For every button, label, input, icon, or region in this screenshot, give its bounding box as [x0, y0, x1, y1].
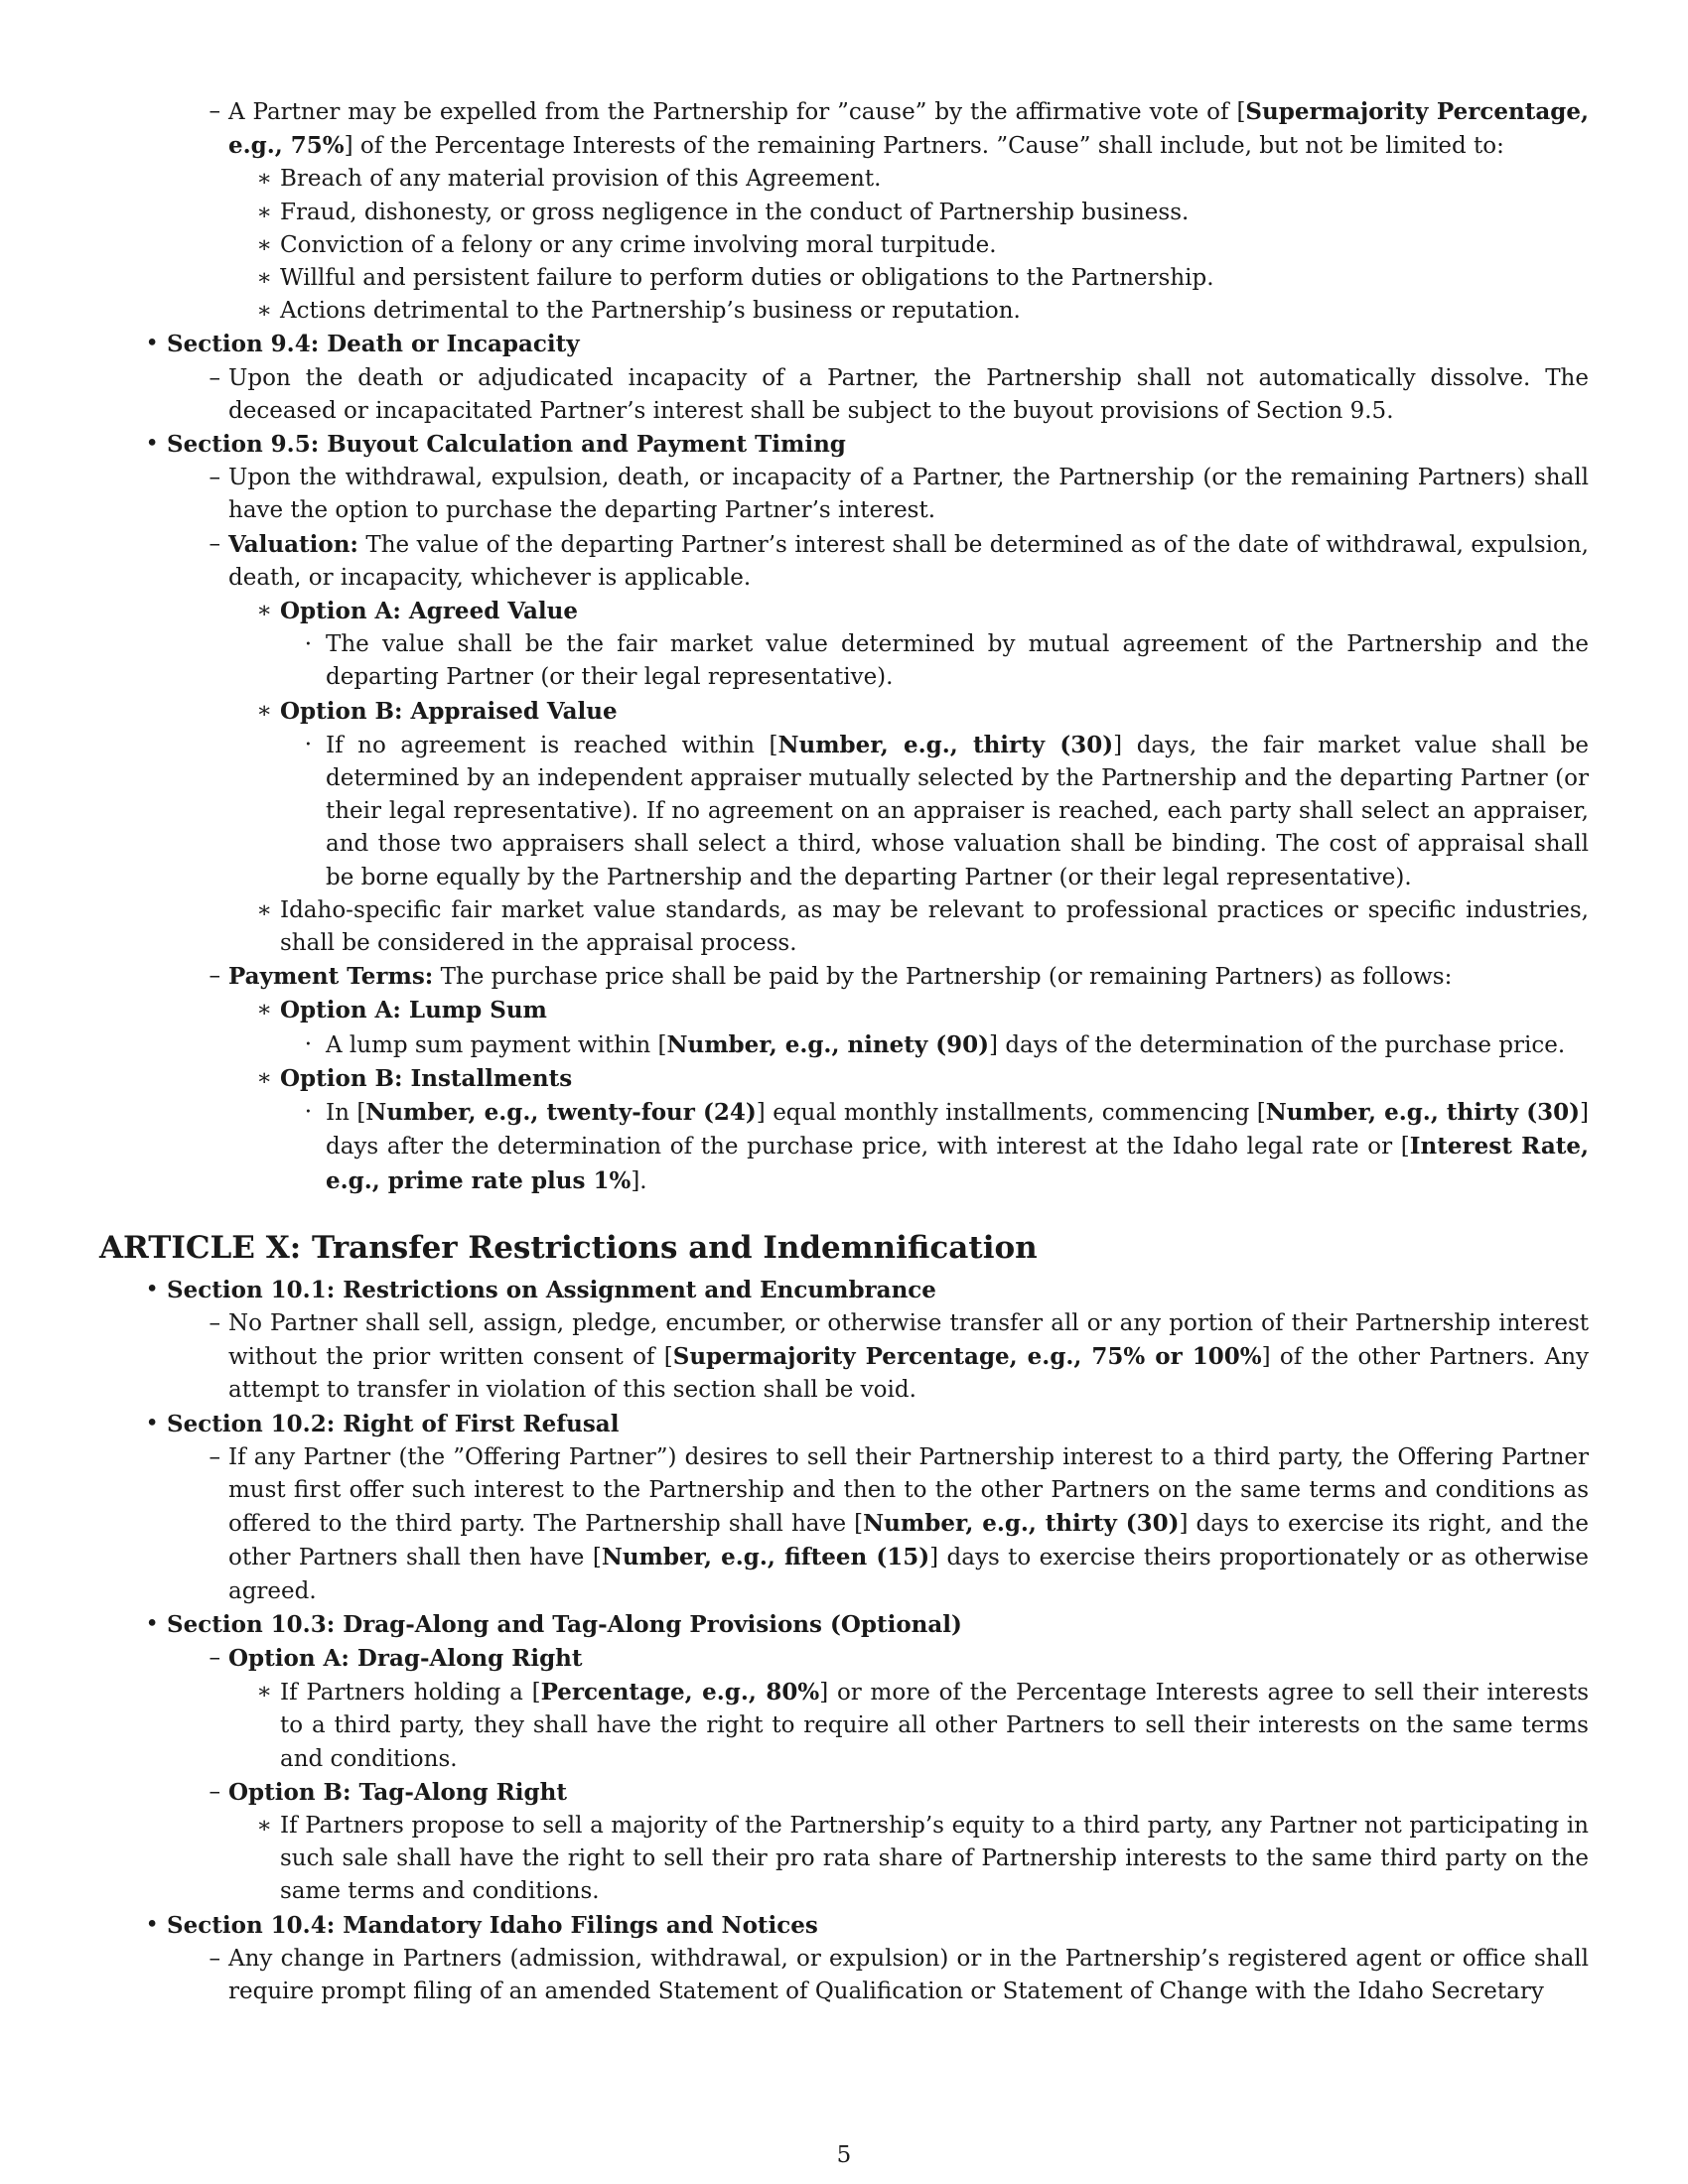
star-marker: ∗: [256, 697, 272, 724]
dot-marker: ·: [304, 631, 312, 658]
payment-terms-clause: – Payment Terms: The purchase price shall be paid by the Partnership (or remaining Partners) as follows:: [99, 960, 1589, 994]
dot-marker: ·: [304, 731, 312, 757]
dash-marker: –: [209, 1778, 220, 1805]
option-b-appraised-value-heading: ∗ Option B: Appraised Value: [99, 695, 1589, 729]
option-b-installments-heading: ∗ Option B: Installments: [99, 1062, 1589, 1096]
bullet-marker: •: [145, 1410, 159, 1436]
dash-marker: –: [209, 98, 220, 124]
bullet-marker: •: [145, 1610, 159, 1637]
star-marker: ∗: [256, 896, 272, 923]
idaho-fmv-standards: ∗ Idaho-specific fair market value standards, as may be relevant to professional practices or specific industries, shall be considered in the appraisal process.: [99, 894, 1589, 960]
dot-marker: ·: [304, 1099, 312, 1126]
section-10-1-text: – No Partner shall sell, assign, pledge, encumber, or otherwise transfer all or any portion of their Partnership interest without the prior written consent of [Supermajority Percentage, e.g., 75% or 100%] of the other Partners. Any attempt to transfer in violation of this section shall be void.: [99, 1307, 1589, 1408]
bullet-marker: •: [145, 1911, 159, 1938]
star-marker: ∗: [256, 997, 272, 1024]
cause-item: ∗ Actions detrimental to the Partnership’s business or reputation.: [99, 295, 1589, 328]
dash-marker: –: [209, 963, 220, 990]
option-b-appraised-value-text: · If no agreement is reached within [Number, e.g., thirty (30)] days, the fair market value shall be determined by an independent appraiser mutually selected by the Partnership and the departing Partner (or their legal representative). If no agreement on an appraiser is reached, each party shall select an appraiser, and those two appraisers shall select a third, whose valuation shall be binding. The cost of appraisal shall be borne equally by the Partnership and the departing Partner (or their legal representative).: [99, 729, 1589, 894]
cause-item: ∗ Willful and persistent failure to perform duties or obligations to the Partnership.: [99, 262, 1589, 295]
section-10-3-heading: • Section 10.3: Drag-Along and Tag-Along Provisions (Optional): [99, 1608, 1589, 1642]
dash-marker: –: [209, 1443, 220, 1470]
star-marker: ∗: [256, 598, 272, 624]
star-marker: ∗: [256, 298, 272, 325]
bullet-marker: •: [145, 1276, 159, 1302]
star-marker: ∗: [256, 1679, 272, 1706]
bullet-marker: •: [145, 331, 159, 357]
option-a-agreed-value-text: · The value shall be the fair market value determined by mutual agreement of the Partnership and the departing Partner (or their legal representative).: [99, 628, 1589, 694]
star-marker: ∗: [256, 1064, 272, 1091]
article-x-heading: ARTICLE X: Transfer Restrictions and Indemnification: [99, 1229, 1038, 1266]
section-10-2-heading: • Section 10.2: Right of First Refusal: [99, 1408, 1589, 1441]
valuation-clause: – Valuation: The value of the departing Partner’s interest shall be determined as of the date of withdrawal, expulsion, death, or incapacity, whichever is applicable.: [99, 528, 1589, 595]
dot-marker: ·: [304, 1030, 312, 1057]
star-marker: ∗: [256, 1812, 272, 1839]
cause-item: ∗ Fraud, dishonesty, or gross negligence in the conduct of Partnership business.: [99, 197, 1589, 229]
section-9-5-option-clause: – Upon the withdrawal, expulsion, death, or incapacity of a Partner, the Partnership (or the remaining Partners) shall have the option to purchase the departing Partner’s interest.: [99, 462, 1589, 527]
section-10-4-heading: • Section 10.4: Mandatory Idaho Filings and Notices: [99, 1909, 1589, 1943]
cause-item: ∗ Breach of any material provision of this Agreement.: [99, 163, 1589, 196]
cause-item: ∗ Conviction of a felony or any crime involving moral turpitude.: [99, 229, 1589, 262]
tag-along-text: ∗ If Partners propose to sell a majority of the Partnership’s equity to a third party, any Partner not participating in such sale shall have the right to sell their pro rata share of Partnership interests to the same third party on the same terms and conditions.: [99, 1810, 1589, 1909]
option-a-lump-sum-heading: ∗ Option A: Lump Sum: [99, 994, 1589, 1027]
option-b-installments-text: · In [Number, e.g., twenty-four (24)] equal monthly installments, commencing [Number, e.g., thirty (30)] days after the determination of the purchase price, with interest at the Idaho legal rate or [Interest Rate, e.g., prime rate plus 1%].: [99, 1096, 1589, 1198]
expulsion-clause: – A Partner may be expelled from the Partnership for ”cause” by the affirmative vote of [Supermajority Percentage, e.g., 75%] of the Percentage Interests of the remaining Partners. ”Cause” shall include, but not be limited to:: [99, 95, 1589, 163]
option-a-agreed-value-heading: ∗ Option A: Agreed Value: [99, 595, 1589, 628]
drag-along-text: ∗ If Partners holding a [Percentage, e.g., 80%] or more of the Percentage Interests agree to sell their interests to a third party, they shall have the right to require all other Partners to sell their interests on the same terms and conditions.: [99, 1676, 1589, 1776]
section-10-1-heading: • Section 10.1: Restrictions on Assignment and Encumbrance: [99, 1274, 1589, 1307]
section-9-4-text: – Upon the death or adjudicated incapacity of a Partner, the Partnership shall not automatically dissolve. The deceased or incapacitated Partner’s interest shall be subject to the buyout provisions of Section 9.5.: [99, 362, 1589, 428]
section-10-4-text: – Any change in Partners (admission, withdrawal, or expulsion) or in the Partnership’s registered agent or office shall require prompt filing of an amended Statement of Qualification or Statement of Change with the Idaho Secretary: [99, 1943, 1589, 2008]
star-marker: ∗: [256, 166, 272, 193]
bullet-marker: •: [145, 431, 159, 458]
section-9-4-heading: • Section 9.4: Death or Incapacity: [99, 328, 1589, 361]
page-number: 5: [836, 2142, 852, 2168]
section-9-5-heading: • Section 9.5: Buyout Calculation and Payment Timing: [99, 428, 1589, 462]
dash-marker: –: [209, 530, 220, 557]
option-a-lump-sum-text: · A lump sum payment within [Number, e.g., ninety (90)] days of the determination of the purchase price.: [99, 1028, 1589, 1062]
section-10-2-text: – If any Partner (the ”Offering Partner”) desires to sell their Partnership interest to a third party, the Offering Partner must first offer such interest to the Partnership and then to the other Partners on the same terms and conditions as offered to the third party. The Partnership shall have [Number, e.g., thirty (30)] days to exercise its right, and the other Partners shall then have [Number, e.g., fifteen (15)] days to exercise theirs proportionately or as otherwise agreed.: [99, 1441, 1589, 1608]
dash-marker: –: [209, 1644, 220, 1671]
star-marker: ∗: [256, 199, 272, 225]
dash-marker: –: [209, 1309, 220, 1336]
dash-marker: –: [209, 465, 220, 491]
tag-along-heading: – Option B: Tag-Along Right: [99, 1776, 1589, 1810]
star-marker: ∗: [256, 231, 272, 258]
dash-marker: –: [209, 1945, 220, 1972]
drag-along-heading: – Option A: Drag-Along Right: [99, 1642, 1589, 1676]
star-marker: ∗: [256, 265, 272, 292]
dash-marker: –: [209, 364, 220, 391]
document-page: [99, 95, 1589, 2008]
